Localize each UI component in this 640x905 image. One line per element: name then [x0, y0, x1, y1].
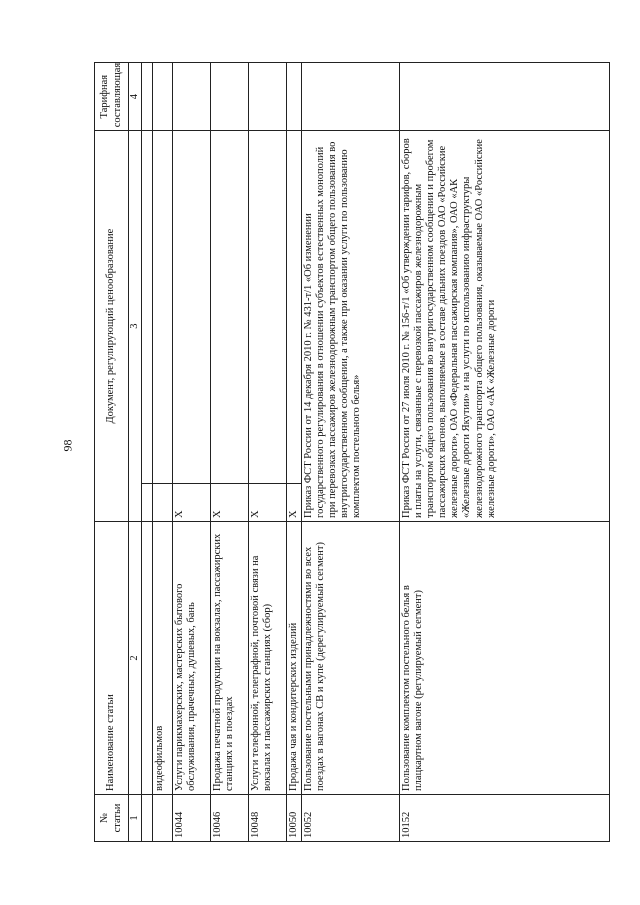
header-article-number: № статьи [95, 794, 129, 841]
table-row [400, 63, 610, 842]
tariff-component [142, 63, 153, 131]
article-name [142, 521, 153, 794]
table-row [211, 63, 249, 842]
header-tariff-component: Тарифная составляющая [95, 63, 129, 131]
article-id: 10052 [302, 794, 400, 841]
tariff-component [153, 63, 173, 131]
column-number-3: 3 [129, 131, 142, 522]
column-number-1: 1 [129, 794, 142, 841]
tariff-component [302, 63, 400, 131]
article-id: 10050 [287, 794, 302, 841]
article-id: 10046 [211, 794, 249, 841]
pricing-document [173, 131, 211, 484]
table-row [287, 63, 302, 842]
pricing-document [287, 131, 302, 484]
table-row [142, 63, 153, 842]
pricing-marker [153, 484, 173, 522]
article-name: Продажа печатной продукции на вокзалах, пассажирских станциях и в поездах [211, 521, 249, 794]
tariff-component [249, 63, 287, 131]
tariff-component [287, 63, 302, 131]
article-name: Услуги телефонной, телеграфной, почтовой связи на вокзалах и пассажирских станциях (сбор) [249, 521, 287, 794]
page-number: 98 [60, 439, 75, 452]
tariff-component [400, 63, 610, 131]
pricing-marker: Х [249, 484, 287, 522]
pricing-document [211, 131, 249, 484]
column-number-row [129, 63, 142, 842]
tariff-component [211, 63, 249, 131]
header-article-name: Наименование статьи [95, 521, 129, 794]
article-name: Продажа чая и кондитерских изделий [287, 521, 302, 794]
column-number-2: 2 [129, 521, 142, 794]
rotated-table-container [94, 62, 602, 842]
article-id [142, 794, 153, 841]
article-id: 10048 [249, 794, 287, 841]
pricing-marker: Х [173, 484, 211, 522]
article-name: Услуги парикмахерских, мастерских бытового обслуживания, прачечных, душевых, бань [173, 521, 211, 794]
pricing-document: Приказ ФСТ России от 27 июля 2010 г. № 156-т/1 «Об утверждении тарифов, сборов и платы на услуги, связанные с перевозкой пассажиров железнодорожным транспортом общего пользования во внутригосударственном сообщении и пробегом пассажирских вагонов, выполняемые в составе дальних поездов ОАО «Российские железные дороги», ОАО «Федеральная пассажирская компания», ОАО «АК «Железные дороги Якутии» и на услуги по использованию инфраструктуры железнодорожного транспорта общего пользования, оказываемые ОАО «Российские железные дороги», ОАО «АК «Железные дороги [400, 131, 610, 522]
pricing-document [142, 131, 153, 484]
pricing-marker [142, 484, 153, 522]
article-id: 10152 [400, 794, 610, 841]
pricing-document [249, 131, 287, 484]
article-name: Пользование постельными принадлежностями во всех поездах в вагонах СВ и купе (дерегулируемый сегмент) [302, 521, 400, 794]
article-id [153, 794, 173, 841]
header-pricing-document: Документ, регулирующий ценообразование [95, 131, 129, 522]
table-row [153, 63, 173, 842]
article-name: видеофильмов [153, 521, 173, 794]
tariff-component [173, 63, 211, 131]
pricing-document: Приказ ФСТ России от 14 декабря 2010 г. № 431-т/1 «Об изменении государственного регулирования в отношении субъектов естественных монополий при перевозках пассажиров железнодорожным транспортом общего пользования во внутригосударственном сообщении, а также при оказании услуги по пользованию комплектом постельного белья» [302, 131, 400, 522]
table-row [302, 63, 400, 842]
header-row [95, 63, 129, 842]
table-row [249, 63, 287, 842]
article-id: 10044 [173, 794, 211, 841]
article-name: Пользование комплектом постельного белья в плацкартном вагоне (регулируемый сегмент) [400, 521, 610, 794]
pricing-document [153, 131, 173, 484]
tariff-table [94, 62, 610, 842]
pricing-marker: Х [287, 484, 302, 522]
column-number-4: 4 [129, 63, 142, 131]
table-row [173, 63, 211, 842]
pricing-marker: Х [211, 484, 249, 522]
